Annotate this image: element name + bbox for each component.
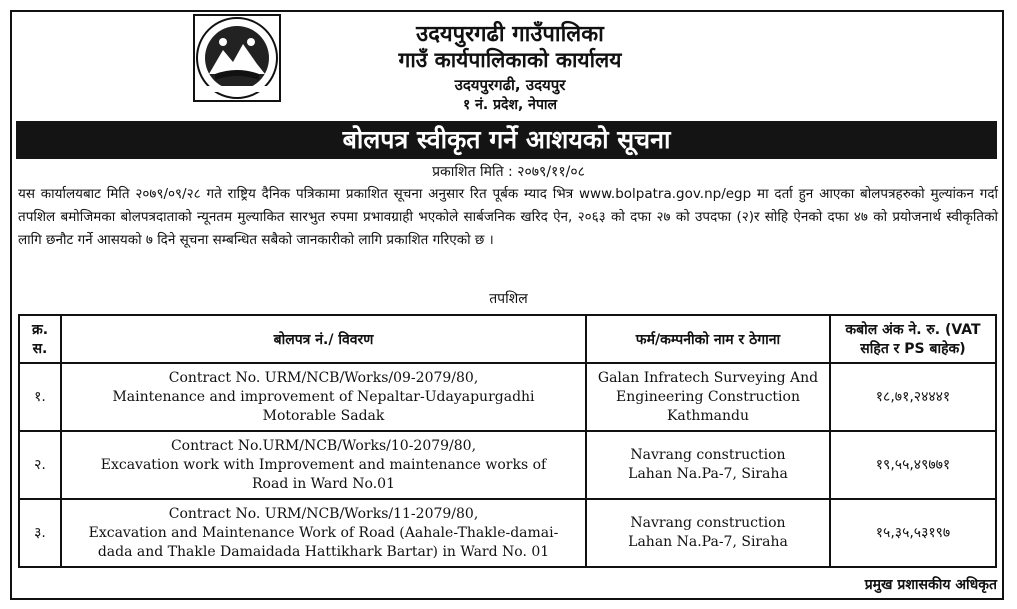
- row-serial: २.: [19, 431, 61, 499]
- firm-line: Navrang construction: [630, 447, 786, 463]
- table-row: [19, 431, 996, 499]
- row-description: [61, 363, 586, 431]
- row-description: [61, 431, 586, 499]
- header-amount: कबोल अंक ने. रु. (VAT सहित र PS बाहेक): [830, 315, 996, 363]
- firm-line: Navrang construction: [630, 515, 786, 531]
- desc-line: Excavation work with Improvement and maintenance works of: [100, 456, 547, 473]
- row-amount: १८,७१,२४४४१: [830, 363, 996, 431]
- desc-line: dada and Thakle Damaidada Hattikhark Bartar) in Ward No. 01: [97, 543, 550, 560]
- firm-line: Galan Infratech Surveying And: [597, 369, 819, 386]
- row-firm: [586, 363, 830, 431]
- header-firm: फर्म/कम्पनीको नाम र ठेगाना: [586, 315, 830, 363]
- row-serial: १.: [19, 363, 61, 431]
- desc-line: Excavation and Maintenance Work of Road (Aahale-Thakle-damai-: [88, 524, 559, 541]
- header-description: बोलपत्र नं./ विवरण: [61, 315, 586, 363]
- header-serial: क्र. स.: [19, 315, 61, 363]
- desc-line: Road in Ward No.01: [252, 475, 395, 492]
- nepal-emblem-icon: [193, 14, 281, 102]
- desc-line: Contract No.URM/NCB/Works/10-2079/80,: [170, 437, 477, 454]
- table-header-row: [19, 315, 996, 363]
- firm-line: Lahan Na.Pa-7, Siraha: [628, 466, 788, 482]
- row-firm: [586, 499, 830, 567]
- firm-line: Lahan Na.Pa-7, Siraha: [628, 534, 788, 550]
- desc-line: Motorable Sadak: [262, 407, 385, 424]
- office-province: १ नं. प्रदेश, नेपाल: [462, 97, 558, 113]
- signature: प्रमुख प्रशासकीय अधिकृत: [864, 577, 997, 593]
- firm-line: Kathmandu: [666, 407, 750, 424]
- row-amount: १९,५५,४९७७१: [830, 431, 996, 499]
- office-name: गाउँ कार्यपालिकाको कार्यालय: [398, 48, 622, 72]
- desc-line: Contract No. URM/NCB/Works/09-2079/80,: [168, 369, 479, 386]
- publish-date: प्रकाशित मिति : २०७९/११/०८: [432, 164, 585, 180]
- office-address: उदयपुरगढी, उदयपुर: [454, 76, 566, 94]
- table-row: [19, 363, 996, 431]
- table-row: [19, 499, 996, 567]
- details-heading: तपशिल: [489, 291, 528, 307]
- row-description: [61, 499, 586, 567]
- municipality-name: उदयपुरगढी गाउँपालिका: [416, 22, 604, 47]
- bid-table: [18, 314, 997, 568]
- row-serial: ३.: [19, 499, 61, 567]
- row-amount: १५,३५,५३१९७: [830, 499, 996, 567]
- row-firm: [586, 431, 830, 499]
- notice-title: बोलपत्र स्वीकृत गर्ने आशयको सूचना: [16, 121, 997, 159]
- notice-body: यस कार्यालयबाट मिति २०७९/०९/२८ गते राष्ट्रिय दैनिक पत्रिकामा प्रकाशित सूचना अनुसार रित पूर्बक म्याद भित्र www.bolpatra.gov.np/egp मा दर्ता हुन आएका बोलपत्रहरुको मुल्यांकन गर्दा तपशिल बमोजिमका बोलपत्रदाताको न्यूनतम मुल्याकित सारभुत रुपमा प्रभावग्राही भएकोले सार्बजनिक खरिद ऐन, २०६३ को दफा २७ को उपदफा (२)र सोहि ऐनको दफा ४७ को प्रयोजनार्थ स्वीकृतिको लागि छनौट गर्ने आसयको ७ दिने सूचना सम्बन्धित सबैको जानकारीको लागि प्रकाशित गरिएको छ ।: [18, 186, 998, 248]
- desc-line: Maintenance and improvement of Nepaltar-Udayapurgadhi: [112, 388, 535, 405]
- desc-line: Contract No. URM/NCB/Works/11-2079/80,: [168, 505, 479, 522]
- firm-line: Engineering Construction: [616, 388, 800, 405]
